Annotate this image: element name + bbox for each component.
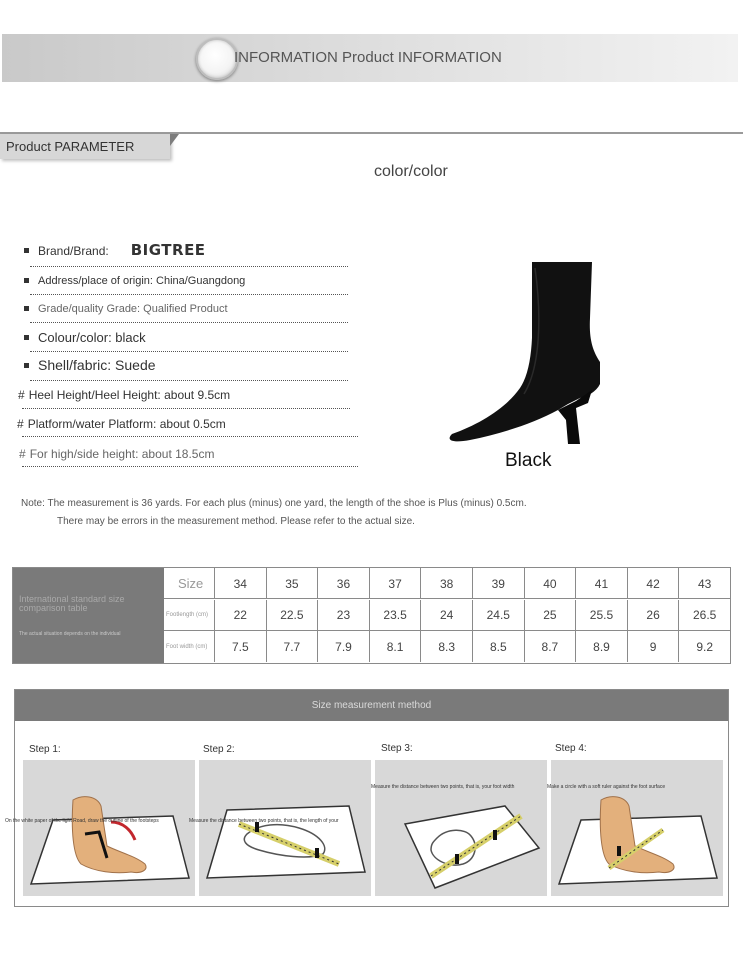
size-table-cell: 41 bbox=[575, 568, 627, 599]
brand-value: BIGTREE bbox=[130, 241, 206, 259]
size-table-row bbox=[164, 600, 730, 631]
size-table-cell: 39 bbox=[472, 568, 524, 599]
size-table-cell: 22.5 bbox=[266, 600, 318, 631]
size-table-row bbox=[164, 631, 730, 662]
heel-text: Heel Height/Heel Height: about 9.5cm bbox=[28, 388, 231, 402]
side-height-text: For high/side height: about 18.5cm bbox=[29, 447, 215, 461]
size-table-cell: 25.5 bbox=[575, 600, 627, 631]
step-1-caption: On the white paper of the light Road, draw the outline of the footsteps bbox=[5, 818, 159, 824]
size-table-row bbox=[164, 568, 730, 599]
size-table-cell: 24 bbox=[420, 600, 472, 631]
dotted-rule bbox=[30, 351, 348, 352]
measurement-panel bbox=[5, 689, 729, 907]
param-origin bbox=[24, 275, 245, 287]
foot-circumference-icon bbox=[551, 760, 723, 896]
bullet-icon bbox=[24, 248, 29, 253]
shell-text: Shell/fabric: Suede bbox=[38, 357, 156, 373]
size-table-cell: 40 bbox=[524, 568, 576, 599]
brand-label: Brand/Brand: bbox=[38, 244, 109, 258]
step-1-label: Step 1: bbox=[29, 744, 61, 755]
platform-text: Platform/water Platform: about 0.5cm bbox=[27, 417, 226, 431]
size-table-cell: 8.9 bbox=[575, 631, 627, 662]
size-table-subtitle: The actual situation depends on the individual bbox=[19, 631, 121, 637]
size-table-cell: 26 bbox=[627, 600, 679, 631]
size-table-cell: 7.5 bbox=[214, 631, 266, 662]
hash-icon: # bbox=[17, 417, 24, 431]
size-table-cell: 7.9 bbox=[317, 631, 369, 662]
ruler-width-icon bbox=[375, 760, 547, 896]
note-line-1: Note: The measurement is 36 yards. For each plus (minus) one yard, the length of the shoe is Plus (minus) 0.5cm. bbox=[21, 498, 527, 509]
size-table-cell: 38 bbox=[420, 568, 472, 599]
size-table-cell: 24.5 bbox=[472, 600, 524, 631]
step-2-label: Step 2: bbox=[203, 744, 235, 755]
colour-text: Colour/color: black bbox=[38, 330, 146, 345]
foot-outline-icon bbox=[23, 760, 195, 896]
size-table-cell: 26.5 bbox=[678, 600, 730, 631]
tag-notch-icon bbox=[170, 134, 179, 146]
param-colour bbox=[24, 330, 146, 345]
dotted-rule bbox=[30, 380, 348, 381]
size-table-cell: 42 bbox=[627, 568, 679, 599]
dotted-rule bbox=[30, 294, 348, 295]
step-3-label: Step 3: bbox=[381, 743, 413, 754]
param-shell bbox=[24, 357, 156, 373]
size-table-cell: 8.7 bbox=[524, 631, 576, 662]
bullet-icon bbox=[24, 335, 29, 340]
param-grade bbox=[24, 303, 228, 315]
size-comparison-table bbox=[12, 567, 731, 664]
step-4-caption: Make a circle with a soft ruler against the foot surface bbox=[547, 784, 666, 790]
size-table-cell: 34 bbox=[214, 568, 266, 599]
step-3-caption: Measure the distance between two points, that is, your foot width bbox=[371, 784, 515, 790]
size-table-cell: 36 bbox=[317, 568, 369, 599]
ruler-length-icon bbox=[199, 760, 371, 896]
size-table-cell: 8.5 bbox=[472, 631, 524, 662]
step-3-image bbox=[375, 760, 547, 896]
size-table-cell: 9 bbox=[627, 631, 679, 662]
param-platform bbox=[17, 417, 226, 431]
dotted-rule bbox=[30, 266, 348, 267]
note-line-2: There may be errors in the measurement method. Please refer to the actual size. bbox=[57, 516, 415, 527]
step-2-image bbox=[199, 760, 371, 896]
size-table-cell: 7.7 bbox=[266, 631, 318, 662]
param-side-height bbox=[19, 447, 214, 461]
size-table-cell: 23.5 bbox=[369, 600, 421, 631]
size-table-cell: 8.1 bbox=[369, 631, 421, 662]
size-table-cell: 23 bbox=[317, 600, 369, 631]
size-table-cell: 35 bbox=[266, 568, 318, 599]
size-table-cell: 22 bbox=[214, 600, 266, 631]
size-table-cell: 43 bbox=[678, 568, 730, 599]
bullet-icon bbox=[24, 306, 29, 311]
step-1-image bbox=[23, 760, 195, 896]
dotted-rule bbox=[22, 408, 350, 409]
origin-text: Address/place of origin: China/Guangdong bbox=[38, 275, 246, 287]
circle-badge-icon bbox=[196, 38, 238, 80]
grade-text: Grade/quality Grade: Qualified Product bbox=[38, 303, 228, 315]
size-table-cell: 8.3 bbox=[420, 631, 472, 662]
size-row-label: Foot width (cm) bbox=[166, 643, 208, 650]
hash-icon: # bbox=[19, 447, 26, 461]
size-table-cell: 25 bbox=[524, 600, 576, 631]
boot-product-image bbox=[440, 258, 620, 448]
info-banner-title: INFORMATION Product INFORMATION bbox=[234, 49, 502, 66]
size-table-title: International standard size comparison table bbox=[19, 594, 125, 613]
dotted-rule bbox=[22, 436, 358, 437]
param-brand bbox=[24, 241, 206, 259]
size-grid bbox=[164, 568, 730, 663]
step-4-label: Step 4: bbox=[555, 743, 587, 754]
size-table-cell: 9.2 bbox=[678, 631, 730, 662]
measurement-title: Size measurement method bbox=[311, 700, 432, 711]
param-heel bbox=[18, 388, 230, 402]
dotted-rule bbox=[30, 322, 348, 323]
bullet-icon bbox=[24, 278, 29, 283]
color-heading: color/color bbox=[374, 163, 448, 180]
product-color-label: Black bbox=[505, 450, 552, 471]
size-table-sidebar bbox=[13, 568, 164, 663]
size-row-label: Size bbox=[178, 576, 204, 591]
parameter-tag-label: Product PARAMETER bbox=[6, 139, 135, 154]
size-table-cell: 37 bbox=[369, 568, 421, 599]
step-4-image bbox=[551, 760, 723, 896]
step-2-caption: Measure the distance between two points, that is, the length of your bbox=[189, 818, 339, 824]
size-row-label: Footlength (cm) bbox=[166, 612, 209, 619]
hash-icon: # bbox=[18, 388, 25, 402]
bullet-icon bbox=[24, 363, 29, 368]
dotted-rule bbox=[22, 466, 358, 467]
